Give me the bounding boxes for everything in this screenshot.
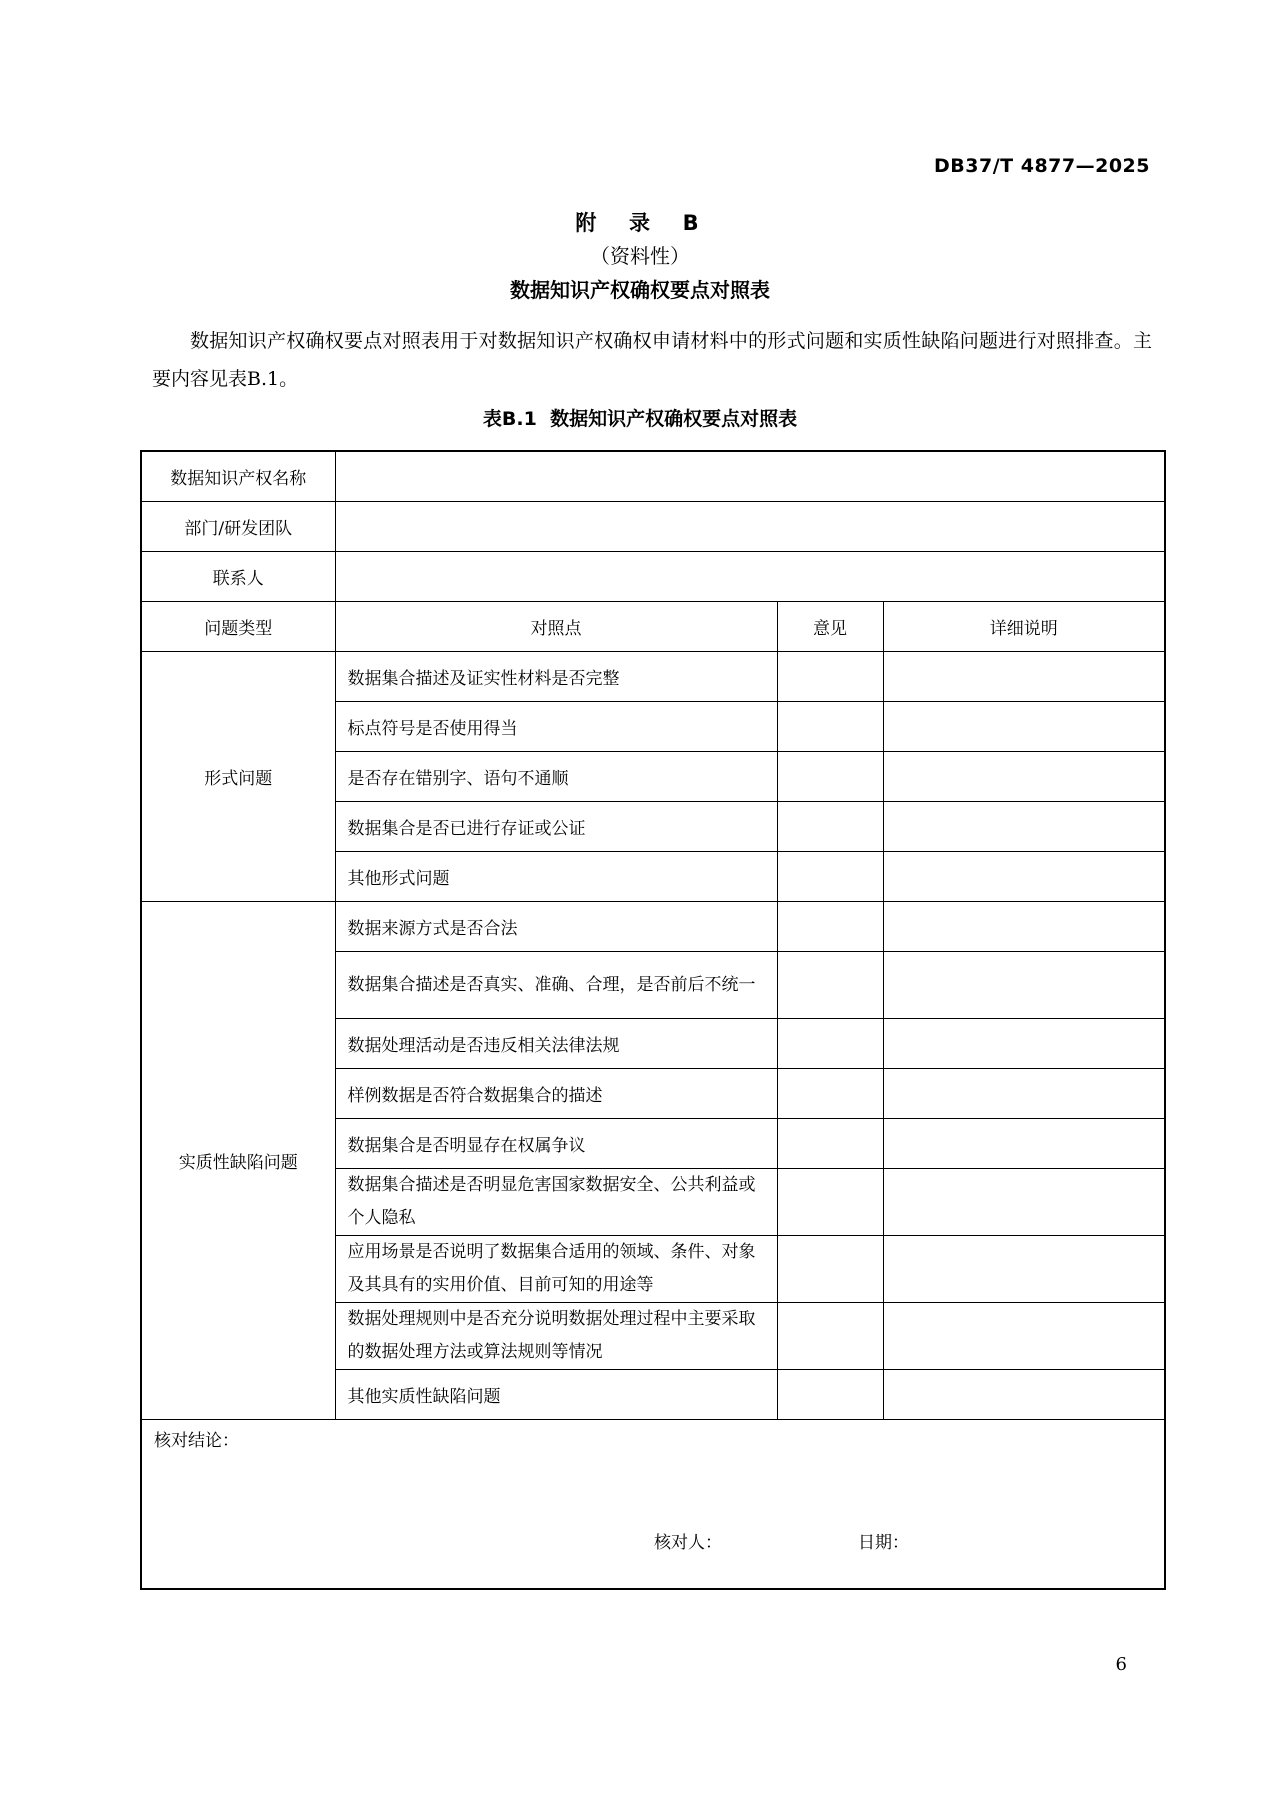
- detail-cell: [883, 1119, 1165, 1169]
- check-point: 是否存在错别字、语句不通顺: [335, 752, 777, 802]
- check-point: [335, 1169, 777, 1236]
- detail-cell: [883, 702, 1165, 752]
- check-point-text: 数据处理规则中是否充分说明数据处理过程中主要采取的数据处理方法或算法规则等情况: [347, 1309, 756, 1362]
- opinion-cell: [777, 702, 883, 752]
- opinion-cell: [777, 752, 883, 802]
- detail-cell: [883, 1019, 1165, 1069]
- check-point: 其他实质性缺陷问题: [335, 1370, 777, 1420]
- table-row: [141, 902, 1165, 952]
- table-row: [141, 451, 1165, 502]
- opinion-cell: [777, 1019, 883, 1069]
- check-point: 数据处理活动是否违反相关法律法规: [335, 1019, 777, 1069]
- detail-cell: [883, 952, 1165, 1019]
- conclusion-row: [141, 1420, 1165, 1590]
- opinion-cell: [777, 1303, 883, 1370]
- contact-label: 联系人: [141, 552, 335, 602]
- page-number: 6: [1115, 1654, 1127, 1675]
- check-point-text: 数据集合描述是否真实、准确、合理，是否前后不统一: [347, 974, 756, 995]
- table-row: [141, 552, 1165, 602]
- check-point: 数据集合是否已进行存证或公证: [335, 802, 777, 852]
- check-point: 数据来源方式是否合法: [335, 902, 777, 952]
- detail-cell: [883, 1069, 1165, 1119]
- check-point: [335, 1236, 777, 1303]
- detail-cell: [883, 1303, 1165, 1370]
- opinion-cell: [777, 852, 883, 902]
- check-point-text: 数据集合描述是否明显危害国家数据安全、公共利益或个人隐私: [347, 1175, 756, 1228]
- detail-cell: [883, 752, 1165, 802]
- appendix-nature: （资料性）: [590, 244, 690, 268]
- name-value-cell: [335, 451, 1165, 502]
- header-detail: 详细说明: [883, 602, 1165, 652]
- check-point: [335, 952, 777, 1019]
- detail-cell: [883, 1236, 1165, 1303]
- detail-cell: [883, 1169, 1165, 1236]
- appendix-subject: 数据知识产权确权要点对照表: [510, 278, 770, 302]
- header-point: 对照点: [335, 602, 777, 652]
- contact-value-cell: [335, 552, 1165, 602]
- opinion-cell: [777, 952, 883, 1019]
- table-row: [141, 502, 1165, 552]
- detail-cell: [883, 802, 1165, 852]
- header-opinion: 意见: [777, 602, 883, 652]
- name-label: 数据知识产权名称: [141, 451, 335, 502]
- opinion-cell: [777, 1236, 883, 1303]
- opinion-cell: [777, 1370, 883, 1420]
- conclusion-label: 核对结论：: [154, 1431, 239, 1451]
- opinion-cell: [777, 1169, 883, 1236]
- table-header-row: [141, 602, 1165, 652]
- header-type: 问题类型: [141, 602, 335, 652]
- team-value-cell: [335, 502, 1165, 552]
- formal-issue-label: 形式问题: [141, 652, 335, 902]
- check-point: 样例数据是否符合数据集合的描述: [335, 1069, 777, 1119]
- table-caption: 表B.1 数据知识产权确权要点对照表: [482, 408, 798, 430]
- check-point: 数据集合是否明显存在权属争议: [335, 1119, 777, 1169]
- team-label: 部门/研发团队: [141, 502, 335, 552]
- date-label: 日期：: [858, 1533, 909, 1553]
- check-point-text: 应用场景是否说明了数据集合适用的领域、条件、对象及其具有的实用价值、目前可知的用途等: [347, 1242, 756, 1295]
- check-point: [335, 1303, 777, 1370]
- detail-cell: [883, 902, 1165, 952]
- substantive-issue-label: 实质性缺陷问题: [141, 902, 335, 1420]
- checker-label: 核对人：: [654, 1533, 722, 1553]
- check-point: 其他形式问题: [335, 852, 777, 902]
- check-point: 标点符号是否使用得当: [335, 702, 777, 752]
- appendix-title: 附 录 B: [575, 211, 705, 235]
- checklist-table: [140, 450, 1166, 1590]
- opinion-cell: [777, 652, 883, 702]
- detail-cell: [883, 852, 1165, 902]
- check-point: 数据集合描述及证实性材料是否完整: [335, 652, 777, 702]
- intro-paragraph: 数据知识产权确权要点对照表用于对数据知识产权确权申请材料中的形式问题和实质性缺陷问题进行对照排查。主要内容见表B.1。: [152, 330, 1152, 390]
- opinion-cell: [777, 902, 883, 952]
- detail-cell: [883, 1370, 1165, 1420]
- standard-code: DB37/T 4877—2025: [934, 155, 1150, 177]
- opinion-cell: [777, 1069, 883, 1119]
- opinion-cell: [777, 802, 883, 852]
- conclusion-cell: [141, 1420, 1165, 1590]
- table-row: [141, 652, 1165, 702]
- opinion-cell: [777, 1119, 883, 1169]
- detail-cell: [883, 652, 1165, 702]
